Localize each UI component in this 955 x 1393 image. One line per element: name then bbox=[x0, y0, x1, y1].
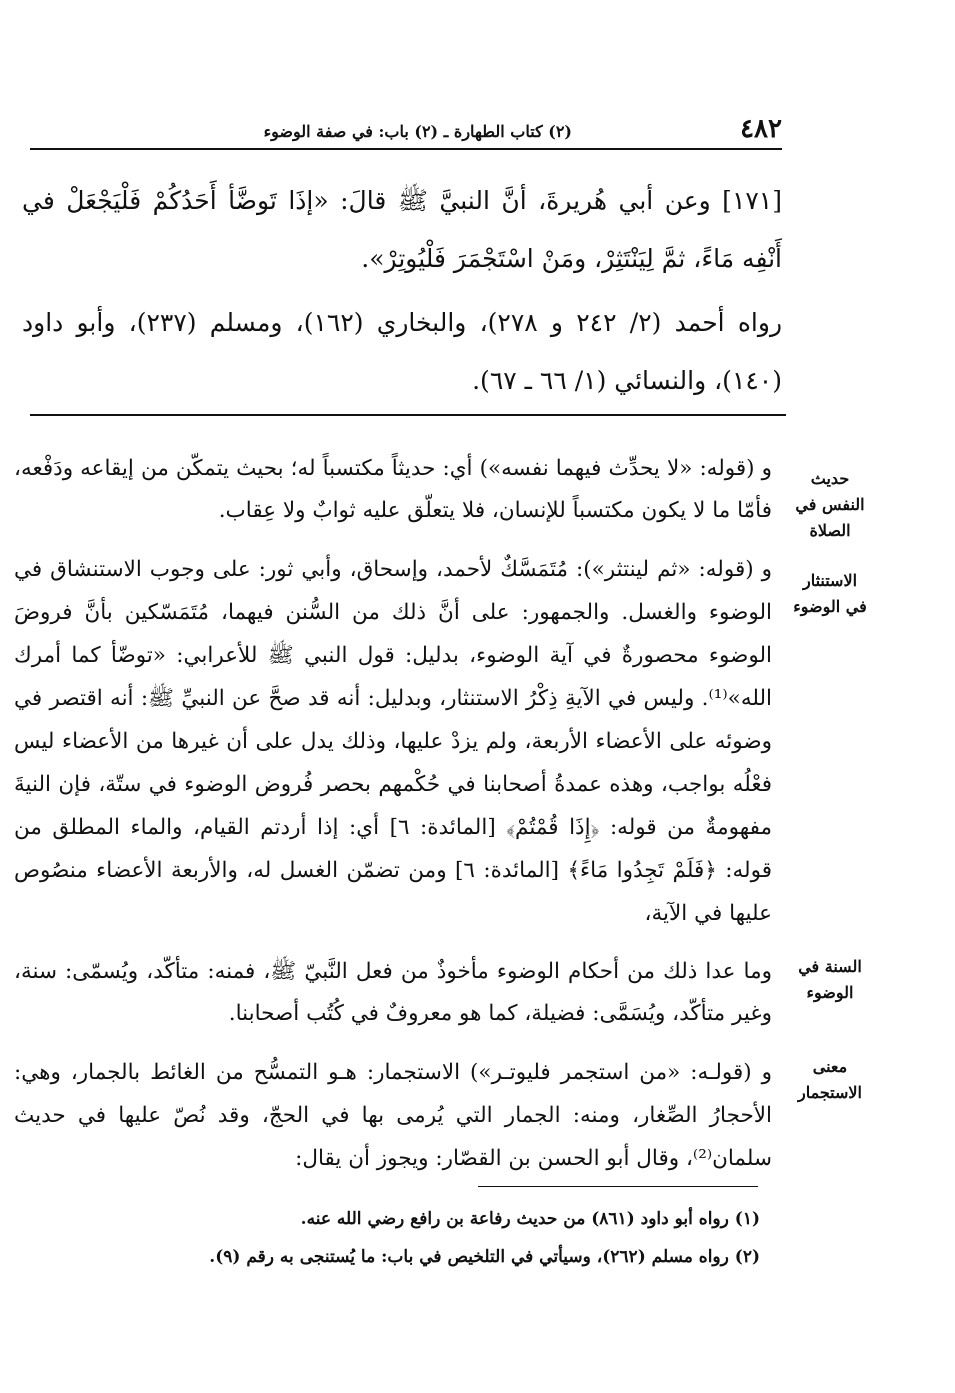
footnote: (١) رواه أبو داود (٨٦١) من حديث رفاعة بن رافع رضي الله عنه. bbox=[300, 1209, 760, 1229]
commentary-paragraph bbox=[14, 448, 772, 532]
paragraph-text: و (قوله: «لا يحدِّث فيهما نفسه») أي: حديثاً مكتسباً له؛ بحيث يتمكّن من إيقاعه ودَفْعه، فأمّا ما لا يكون مكتسباً للإنسان، فلا يتعلّق عليه ثوابٌ ولا عِقاب. bbox=[14, 456, 772, 523]
running-header bbox=[30, 108, 782, 150]
commentary-paragraph bbox=[14, 548, 772, 935]
hadith-block bbox=[22, 172, 782, 410]
paragraph-text: وما عدا ذلك من أحكام الوضوء مأخوذٌ من فعل النَّبيّ ﷺ، فمنه: متأكّد، ويُسمّى: سنة، وغير متأكّد، ويُسَمَّى: فضيلة، كما هو معروفٌ في كُتُب أصحابنا. bbox=[14, 959, 772, 1026]
paragraph-text: و (قوله: «ثم لينتثر»): مُتَمَسَّكٌ لأحمد، وإسحاق، وأبي ثور: على وجوب الاستنشاق في الوضوء والغسل. والجمهور: على أنَّ ذلك من السُّنن فيهما، مُتَمَسّكين بأنَّ فروضَ الوضوء محصورةٌ في آية الوضوء، بدليل: قول النبي ﷺ للأعرابي: «توضّأ كما أمرك الله»⁽¹⁾. وليس في الآيةِ ذِكْرُ الاستنثار، وبدليل: أنه قد صحَّ عن النبيِّ ﷺ: أنه اقتصر في وضوئه على الأعضاء الأربعة، ولم يزدْ عليها، وذلك يدل على أن غيرها من الأعضاء ليس فعْلُه بواجب، وهذه عمدةُ أصحابنا في حُكْمهم بحصر فُروض الوضوء في ستّة، فإن النيةَ مفهومةٌ من قوله: ﴿إِذَا قُمْتُمْ﴾ [المائدة: ٦] أي: إذا أردتم القيام، والماء المطلق من قوله: ﴿فَلَمْ تَجِدُوا مَاءً﴾ [المائدة: ٦] ومن تضمّن الغسل له، والأربعة الأعضاء منصُوص عليها في الآية، bbox=[14, 557, 773, 926]
chapter-title: (٢) كتاب الطهارة ـ (٢) باب: في صفة الوضوء bbox=[263, 122, 572, 141]
margin-heading: السنة في الوضوء bbox=[798, 957, 862, 1002]
footnotes bbox=[70, 1200, 760, 1276]
margin-heading: الاستنثار في الوضوء bbox=[793, 571, 867, 616]
hadith-narration: رواه أحمد (٢/ ٢٤٢ و ٢٧٨)، والبخاري (١٦٢)، ومسلم (٢٣٧)، وأبو داود (١٤٠)، والنسائي (١/ ٦٦ ـ ٦٧). bbox=[22, 308, 783, 395]
commentary bbox=[14, 448, 772, 1196]
hadith-text: [١٧١] وعن أبي هُريرةَ، أنَّ النبيَّ ﷺ قالَ: «إذَا تَوضَّأ أَحَدُكُمْ فَلْيَجْعَلْ في أَنْفِه مَاءً، ثمَّ لِيَنْتَثِرْ، ومَنْ اسْتَجْمَرَ فَلْيُوتِرْ». bbox=[22, 186, 782, 273]
section-divider bbox=[30, 414, 786, 416]
footnote: (٢) رواه مسلم (٢٦٢)، وسيأتي في التلخيص في باب: ما يُستنجى به رقم (٩). bbox=[209, 1247, 760, 1267]
commentary-paragraph bbox=[14, 1051, 772, 1180]
paragraph-text: و (قولـه: «من استجمر فليوتـر») الاستجمار: هـو التمسُّح من الغائط بالجمار، وهي: الأحجارُ الصِّغار، ومنه: الجمار التي يُرمى بها في الحجّ، وقد نُصّ عليها في حديث سلمان⁽²⁾، وقال أبو الحسن بن القصّار: ويجوز أن يقال: bbox=[14, 1060, 772, 1171]
commentary-paragraph bbox=[14, 951, 772, 1035]
page-number: ٤٨٢ bbox=[740, 114, 782, 144]
margin-heading: معنى الاستجمار bbox=[798, 1057, 862, 1102]
footnote-rule bbox=[478, 1186, 758, 1187]
margin-heading: حديث النفس في الصلاة bbox=[795, 469, 865, 540]
